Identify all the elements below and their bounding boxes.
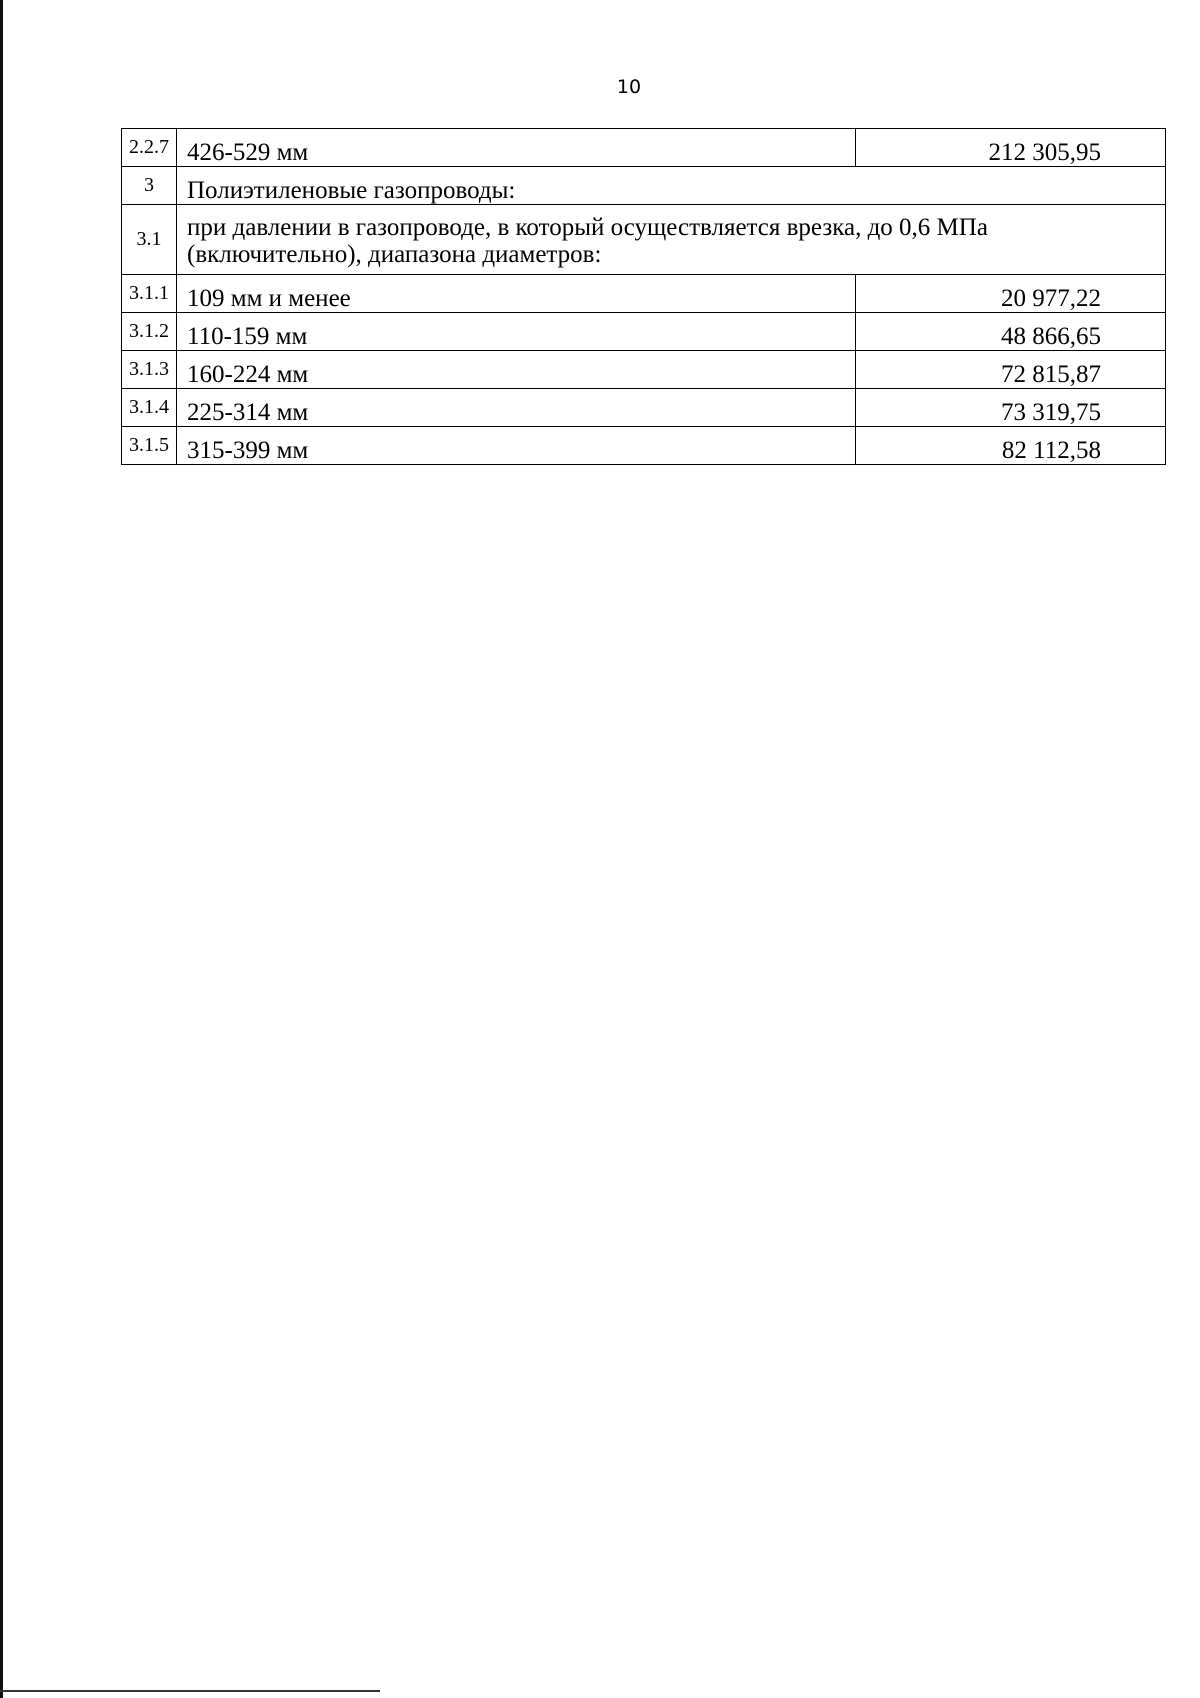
table-row	[122, 129, 1166, 167]
row-description: 160-224 мм	[177, 351, 856, 389]
subsection-heading: при давлении в газопроводе, в который осуществляется врезка, до 0,6 МПа (включительно), диапазона диаметров:	[177, 205, 1166, 275]
row-price: 20 977,22	[856, 275, 1166, 313]
table-row	[122, 167, 1166, 205]
row-number: 3.1.2	[122, 313, 177, 351]
row-price: 72 815,87	[856, 351, 1166, 389]
page-number: 10	[616, 76, 642, 98]
row-number: 3.1	[122, 205, 177, 275]
section-heading: Полиэтиленовые газопроводы:	[177, 167, 1166, 205]
row-description: 225-314 мм	[177, 389, 856, 427]
row-number: 3.1.3	[122, 351, 177, 389]
table-row	[122, 275, 1166, 313]
row-price: 73 319,75	[856, 389, 1166, 427]
row-number: 3.1.5	[122, 427, 177, 465]
table-row	[122, 351, 1166, 389]
row-price: 212 305,95	[856, 129, 1166, 167]
row-description: 315-399 мм	[177, 427, 856, 465]
row-description: 110-159 мм	[177, 313, 856, 351]
row-price: 82 112,58	[856, 427, 1166, 465]
scan-bottom-edge	[0, 1690, 380, 1692]
tariff-table	[121, 128, 1166, 465]
row-number: 2.2.7	[122, 129, 177, 167]
row-price: 48 866,65	[856, 313, 1166, 351]
scan-left-edge	[0, 0, 3, 1698]
table-row	[122, 205, 1166, 275]
table-row	[122, 389, 1166, 427]
row-description: 426-529 мм	[177, 129, 856, 167]
row-description: 109 мм и менее	[177, 275, 856, 313]
row-number: 3	[122, 167, 177, 205]
row-number: 3.1.4	[122, 389, 177, 427]
table-row	[122, 427, 1166, 465]
row-number: 3.1.1	[122, 275, 177, 313]
table-row	[122, 313, 1166, 351]
